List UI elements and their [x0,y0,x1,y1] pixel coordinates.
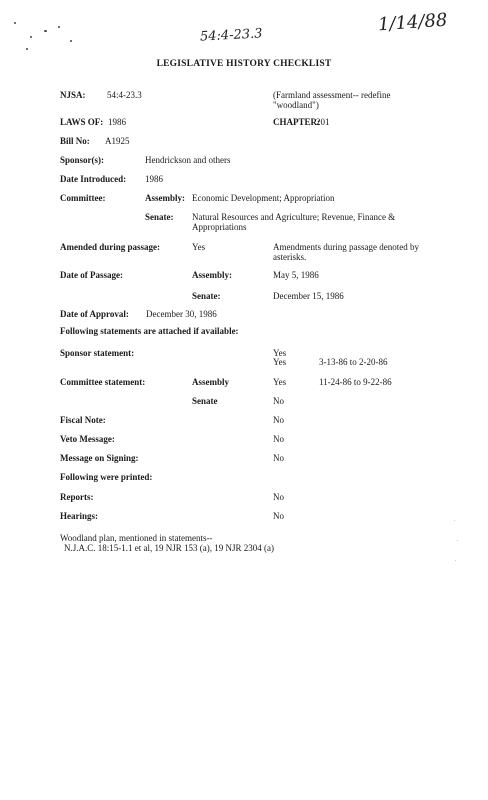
passage-senate-label: Senate: [192,291,221,301]
laws-of-value: 1986 [108,117,126,127]
chapter-value: 201 [316,117,330,127]
reports-value: No [273,492,284,502]
committee-senate-value: Natural Resources and Agriculture; Revenue, Finance & Appropriations [192,212,396,232]
njsa-label: NJSA: [60,90,86,100]
footer-line-2: N.J.A.C. 18:15-1.1 et al, 19 NJR 153 (a), 19 NJR 2304 (a) [64,543,274,553]
printed-header: Following were printed: [60,472,153,482]
sponsor-statement-label: Sponsor statement: [60,348,135,358]
chapter-label: CHAPTER: [273,117,320,127]
passage-senate-value: December 15, 1986 [273,291,344,301]
date-introduced-value: 1986 [145,174,163,184]
sponsor-statement-value-2: Yes [273,357,287,367]
sponsor-statement-dates: 3-13-86 to 2-20-86 [319,357,388,367]
fiscal-note-label: Fiscal Note: [60,415,106,425]
handwritten-date: 1/14/88 [377,9,449,36]
reports-label: Reports: [60,492,94,502]
committee-statement-senate-label: Senate [192,396,218,406]
committee-statement-label: Committee statement: [60,377,146,387]
bill-no-label: Bill No: [60,136,90,146]
committee-statement-senate-value: No [273,396,284,406]
hearings-label: Hearings: [60,511,98,521]
page-title: LEGISLATIVE HISTORY CHECKLIST [156,59,332,69]
message-signing-label: Message on Signing: [60,453,139,463]
committee-statement-assembly-label: Assembly [192,377,230,387]
handwritten-citation: 54:4-23.3 [199,26,263,45]
committee-assembly-value: Economic Development; Appropriation [192,193,335,203]
scan-speck [26,48,28,50]
veto-message-label: Veto Message: [60,434,115,444]
scan-speck [457,540,458,541]
scan-speck [58,26,60,28]
scan-speck [30,36,32,38]
message-signing-value: No [273,453,284,463]
committee-statement-assembly-dates: 11-24-86 to 9-22-86 [319,377,392,387]
approval-value: December 30, 1986 [146,309,217,319]
amended-note: Amendments during passage denoted by asterisks. [273,242,419,262]
committee-senate-label: Senate: [145,212,174,222]
fiscal-note-value: No [273,415,284,425]
committee-label: Committee: [60,193,106,203]
attached-header: Following statements are attached if available: [60,326,239,336]
njsa-value: 54:4-23.3 [107,90,142,100]
scan-speck [455,560,456,561]
committee-assembly-label: Assembly: [145,193,185,203]
passage-label: Date of Passage: [60,270,123,280]
approval-label: Date of Approval: [60,309,129,319]
scan-speck [44,30,47,32]
amended-value: Yes [192,242,206,252]
footer-line-1: Woodland plan, mentioned in statements-- [60,533,213,543]
bill-no-value: A1925 [105,136,130,146]
scan-speck [70,40,72,42]
veto-message-value: No [273,434,284,444]
amended-label: Amended during passage: [60,242,161,252]
committee-statement-assembly-value: Yes [273,377,287,387]
sponsor-statement-value-1: Yes [273,348,287,358]
passage-assembly-label: Assembly: [192,270,232,280]
hearings-value: No [273,511,284,521]
laws-of-label: LAWS OF: [60,117,104,127]
sponsors-label: Sponsor(s): [60,155,105,165]
passage-assembly-value: May 5, 1986 [273,270,319,280]
scan-speck [14,22,16,24]
njsa-note: (Farmland assessment-- redefine "woodland") [273,90,391,110]
scan-speck [454,520,455,521]
date-introduced-label: Date Introduced: [60,174,127,184]
sponsors-value: Hendrickson and others [145,155,231,165]
